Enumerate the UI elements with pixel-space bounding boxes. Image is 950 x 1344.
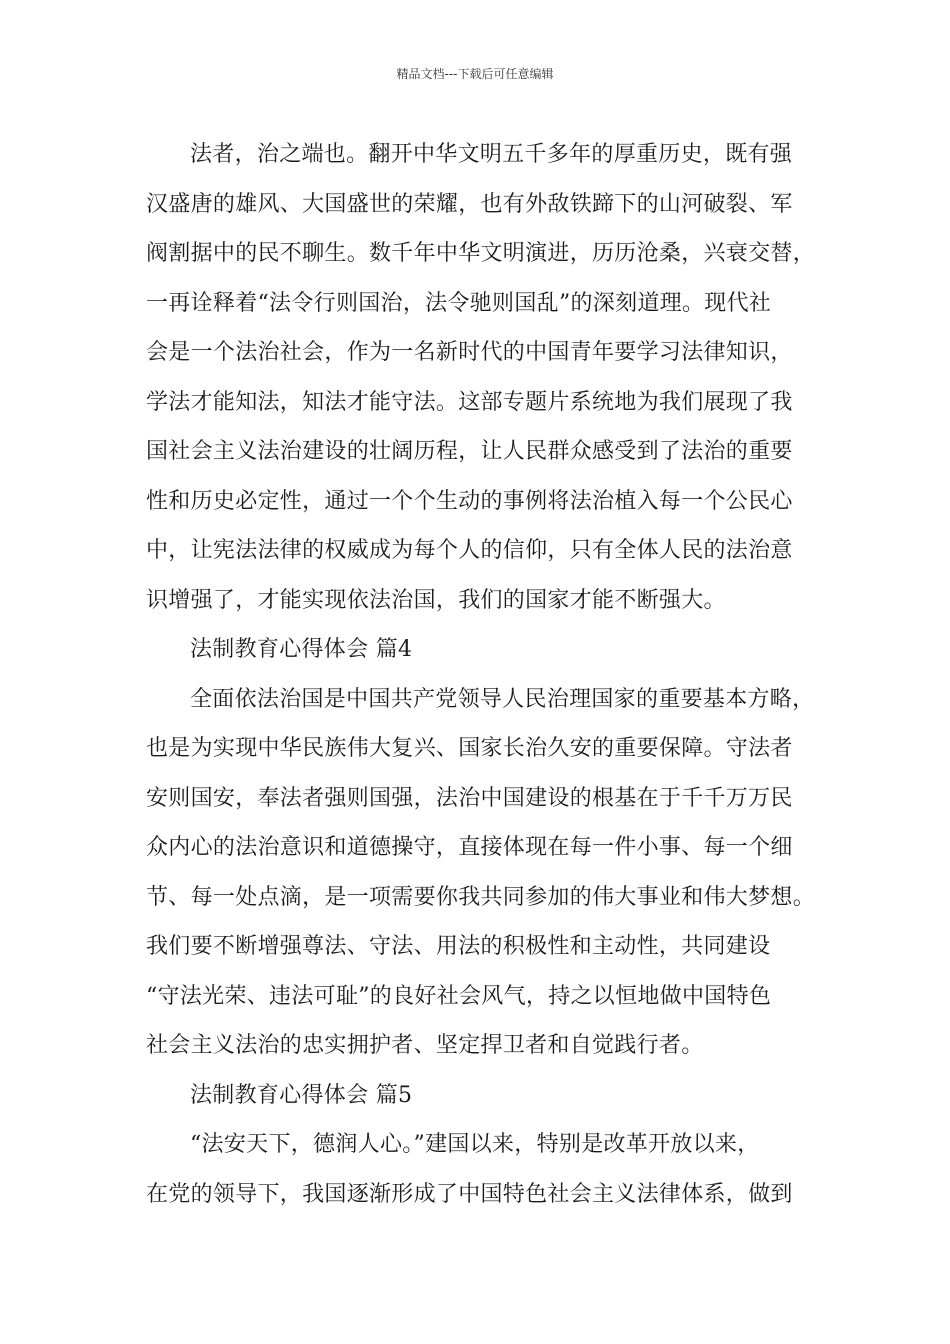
text-line: 全面依法治国是中国共产党领导人民治理国家的重要基本方略，: [190, 686, 815, 712]
text-line: 节、每一处点滴，是一项需要你我共同参加的伟大事业和伟大梦想。: [146, 884, 816, 910]
text-line: 安则国安，奉法者强则国强，法治中国建设的根基在于千千万万民: [146, 785, 793, 811]
paragraph-3: [146, 1120, 830, 1219]
section-heading: 法制教育心得体会 篇4: [190, 637, 413, 662]
page-header: 精品文档---下载后可任意编辑: [396, 67, 554, 81]
text-line: 在党的领导下，我国逐渐形成了中国特色社会主义法律体系，做到: [146, 1181, 793, 1207]
text-line: 中，让宪法法律的权威成为每个人的信仰，只有全体人民的法治意: [146, 538, 793, 563]
text-line: 我们要不断增强尊法、守法、用法的积极性和主动性，共同建设: [146, 934, 771, 959]
paragraph-1: [146, 130, 830, 625]
text-line: 汉盛唐的雄风、大国盛世的荣耀，也有外敌铁蹄下的山河破裂、军: [146, 191, 793, 217]
text-line: 性和历史必定性，通过一个个生动的事例将法治植入每一个公民心: [146, 488, 793, 514]
text-line: 一再诠释着“法令行则国治，法令驰则国乱”的深刻道理。现代社: [146, 290, 772, 316]
text-line: 法者，治之端也。翻开中华文明五千多年的厚重历史，既有强: [190, 142, 793, 167]
section-heading: 法制教育心得体会 篇5: [190, 1082, 413, 1108]
text-line: 会是一个法治社会，作为一名新时代的中国青年要学习法律知识，: [146, 340, 793, 365]
text-line: 社会主义法治的忠实拥护者、坚定捍卫者和自觉践行者。: [146, 1033, 704, 1058]
text-line: “守法光荣、违法可耻”的良好社会风气，持之以恒地做中国特色: [146, 983, 772, 1009]
text-line: 识增强了，才能实现依法治国，我们的国家才能不断强大。: [146, 587, 726, 613]
text-line: 众内心的法治意识和道德操守，直接体现在每一件小事、每一个细: [146, 835, 793, 860]
paragraph-2: [146, 675, 830, 1071]
text-line: 阀割据中的民不聊生。数千年中华文明演进，历历沧桑，兴衰交替，: [146, 241, 816, 266]
text-line: “法安天下，德润人心。”建国以来，特别是改革开放以来，: [190, 1132, 760, 1157]
text-line: 也是为实现中华民族伟大复兴、国家长治久安的重要保障。守法者: [146, 736, 793, 761]
document-body: [146, 130, 830, 1219]
text-line: 国社会主义法治建设的壮阔历程，让人民群众感受到了法治的重要: [146, 439, 793, 464]
text-line: 学法才能知法，知法才能守法。这部专题片系统地为我们展现了我: [146, 389, 793, 415]
